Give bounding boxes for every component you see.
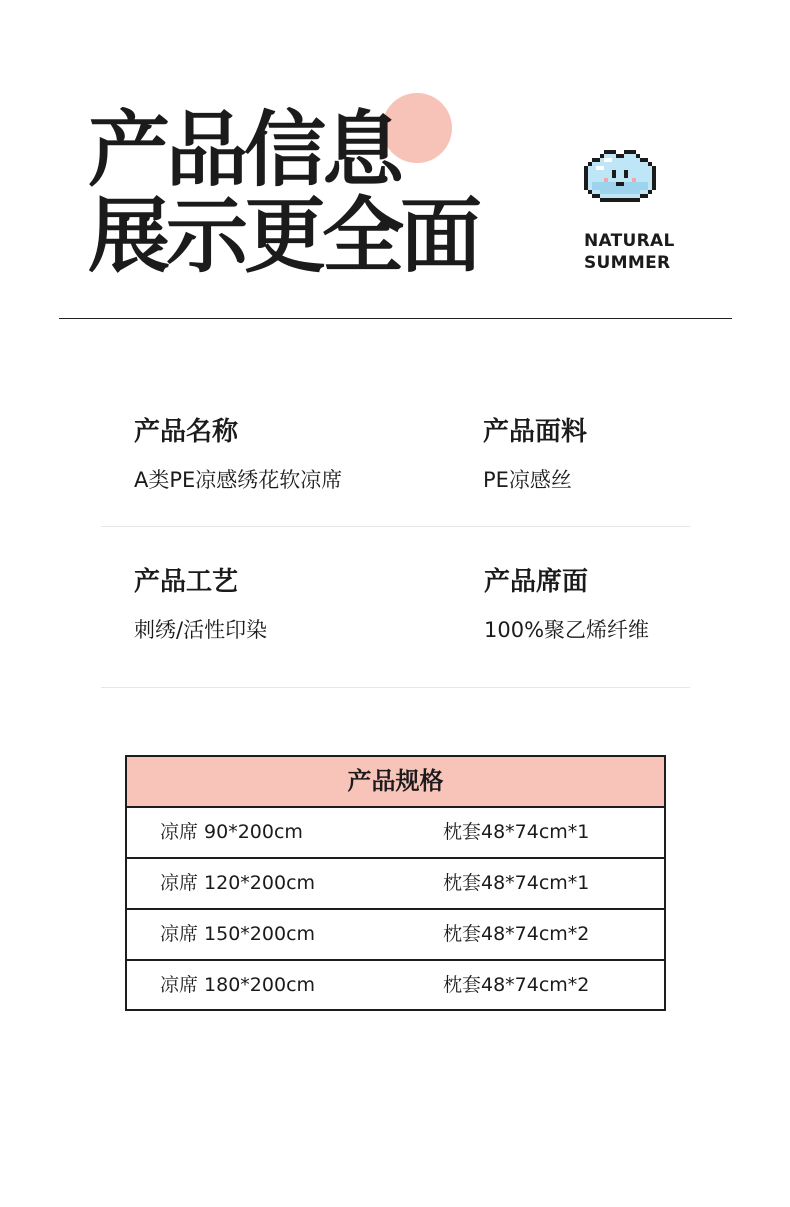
info-separator — [101, 687, 690, 688]
info-separator — [101, 526, 690, 527]
info-value-fabric: PE凉感丝 — [483, 468, 572, 492]
table-row — [127, 859, 664, 910]
spec-size-cell: 凉席 150*200cm — [160, 923, 316, 945]
spec-pillow-cell: 枕套48*74cm*1 — [443, 872, 590, 894]
table-row — [127, 910, 664, 961]
spec-table — [125, 755, 666, 1011]
hero-title-line1: 产品信息 — [88, 103, 401, 198]
spec-pillow-cell: 枕套48*74cm*2 — [443, 923, 590, 945]
table-row — [127, 808, 664, 859]
info-label-surface: 产品席面 — [484, 567, 589, 597]
brand-text — [584, 230, 675, 274]
table-row — [127, 961, 664, 1012]
spec-size-cell: 凉席 90*200cm — [160, 821, 303, 843]
info-label-craft: 产品工艺 — [134, 567, 239, 597]
pixel-cloud-icon — [584, 150, 656, 206]
info-label-fabric: 产品面料 — [483, 417, 588, 447]
spec-size-cell: 凉席 180*200cm — [160, 974, 316, 996]
spec-pillow-cell: 枕套48*74cm*1 — [443, 821, 590, 843]
brand-line2: SUMMER — [584, 253, 671, 273]
info-value-surface: 100%聚乙烯纤维 — [484, 618, 650, 642]
info-value-craft: 刺绣/活性印染 — [134, 618, 268, 642]
hero-title-line2: 展示更全面 — [88, 189, 479, 284]
info-label-name: 产品名称 — [134, 417, 239, 447]
section-divider — [59, 318, 732, 319]
spec-table-title: 产品规格 — [127, 757, 664, 808]
brand-line1: NATURAL — [584, 231, 675, 251]
info-value-name: A类PE凉感绣花软凉席 — [134, 468, 343, 492]
spec-size-cell: 凉席 120*200cm — [160, 872, 316, 894]
spec-pillow-cell: 枕套48*74cm*2 — [443, 974, 590, 996]
